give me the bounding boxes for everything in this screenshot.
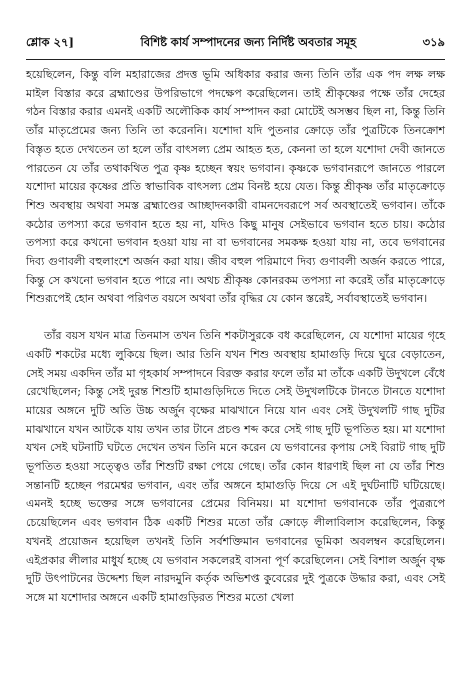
paragraph-1: হয়েছিলেন, কিন্তু বলি মহারাজের প্রদত্ত ভূমি অধিকার করার জন্য তিনি তাঁর এক পদ লক্ষ লক্ষ মাইল বিস্তার করে ব্রহ্মাণ্ডের উপরিভাগে পদক্ষেপ করেছিলেন। তাই শ্রীকৃষ্ণের পক্ষে তাঁর দেহের গঠন বিস্তার করার এমনই একটি অলৌকিক কার্য সম্পাদন করা মোটেই অসম্ভব ছিল না, কিন্তু তিনি তাঁর মাতৃপ্রেমের জন্য তিনি তা করেননি। যশোদা যদি পুতনার ক্রোড়ে তাঁর পুত্রটিকে তিনক্রোশ বিস্তৃত হতে দেখতেন তা হলে তাঁর বাৎসল্য প্রেম আহত হত, কেননা তা হলে যশোদা দেবী জানতে পারতেন যে তাঁর তথাকথিত পুত্র কৃষ্ণ হচ্ছেন স্বয়ং ভগবান। কৃষ্ণকে ভগবানরূপে জানতে পারলে যশোদা মায়ের কৃষ্ণের প্রতি স্বাভাবিক বাৎসল্য প্রেম বিনষ্ট হয়ে যেত। কিন্তু শ্রীকৃষ্ণ তাঁর মাতৃক্রোড়ে শিশু অবস্থায় অথবা সমস্ত ব্রহ্মাণ্ডের আচ্ছাদনকারী বামনদেবরূপে সর্ব অবস্থাতেই ভগবান। তাঁকে কঠোর তপস্যা করে ভগবান হতে হয় না, যদিও কিছু মানুষ সেইভাবে ভগবান হতে চায়। কঠোর তপস্যা করে কখনো ভগবান হওয়া যায় না বা ভগবানের সমকক্ষ হওয়া যায় না, তবে ভগবানের দিব্য গুণাবলী বহুলাংশে অর্জন করা যায়। জীব বহুল পরিমাণে দিব্য গুণাবলী অর্জন করতে পারে, কিন্তু সে কখনো ভগবান হতে পারে না। অথচ শ্রীকৃষ্ণ কোনরকম তপস্যা না করেই তাঁর মাতৃক্রোড়ে শিশুরূপেই হোন অথবা পরিণত বয়সে অথবা তাঁর বৃদ্ধির যে কোন স্তরেই, সর্বাবস্থাতেই ভগবান।	[26, 68, 445, 306]
chapter-title: বিশিষ্ট কার্য সম্পাদনের জন্য নির্দিষ্ট অবতার সমূহ	[140, 35, 357, 49]
page-number: ৩১৯	[422, 35, 445, 49]
paragraph-2: তাঁর বয়স যখন মাত্র তিনমাস তখন তিনি শকটাসুরকে বধ করেছিলেন, যে যশোদা মায়ের গৃহে একটি শকটের মধ্যে লুকিয়ে ছিল। আর তিনি যখন শিশু অবস্থায় হামাগুড়ি দিয়ে ঘুরে বেড়াতেন, সেই সময় একদিন তাঁর মা গৃহকার্য সম্পাদনে বিরক্ত করার ফলে তাঁর মা তাঁকে একটি উদুখলে বেঁধে রেখেছিলেন; কিন্তু সেই দুরন্ত শিশুটি হামাগুড়িদিতে দিতে সেই উদুখলটিকে টানতে টানতে যশোদা মায়ের অঙ্গনে দুটি অতি উচ্চ অর্জুন বৃক্ষের মাঝখানে নিয়ে যান এবং সেই উদুখলটি গাছ দুটির মাঝখানে যখন আটকে যায় তখন তার টানে প্রচণ্ড শব্দ করে সেই গাছ দুটি ভূপতিত হয়। মা যশোদা যখন সেই ঘটনাটি ঘটতে দেখেন তখন তিনি মনে করেন যে ভগবানের কৃপায় সেই বিরাট গাছ দুটি ভূপতিত হওয়া সত্ত্বেও তাঁর শিশুটি রক্ষা পেয়ে গেছে। তাঁর কোন ধারণাই ছিল না যে তাঁর শিশু সন্তানটি হচ্ছেন পরমেশ্বর ভগবান, এবং তাঁর অঙ্গনে হামাগুড়ি দিয়ে সে এই দুর্ঘটনাটি ঘটিয়েছে। এমনই হচ্ছে ভক্তের সঙ্গে ভগবানের প্রেমের বিনিময়। মা যশোদা ভগবানকে তাঁর পুত্ররূপে চেয়েছিলেন এবং ভগবান ঠিক একটি শিশুর মতো তাঁর ক্রোড়ে লীলাবিলাস করেছিলেন, কিন্তু যখনই প্রয়োজন হয়েছিল তখনই তিনি সর্বশক্তিমান ভগবানের ভূমিকা অবলম্বন করেছিলেন। এইপ্রকার লীলার মাধুর্য হচ্ছে যে ভগবান সকলেরই বাসনা পূর্ণ করেছিলেন। সেই বিশাল অর্জুন বৃক্ষ দুটি উৎপাটনের উদ্দেশ্য ছিল নারদমুনি কর্তৃক অভিশপ্ত কুবেরের দুই পুত্রকে উদ্ধার করা, এবং সেই সঙ্গে মা যশোদার অঙ্গনে একটি হামাগুড়িরত শিশুর মতো খেলা	[26, 329, 445, 604]
running-header	[26, 34, 445, 53]
verse-reference: শ্লোক ২৭]	[26, 35, 74, 49]
body-text	[26, 66, 445, 608]
header-divider	[26, 59, 445, 60]
